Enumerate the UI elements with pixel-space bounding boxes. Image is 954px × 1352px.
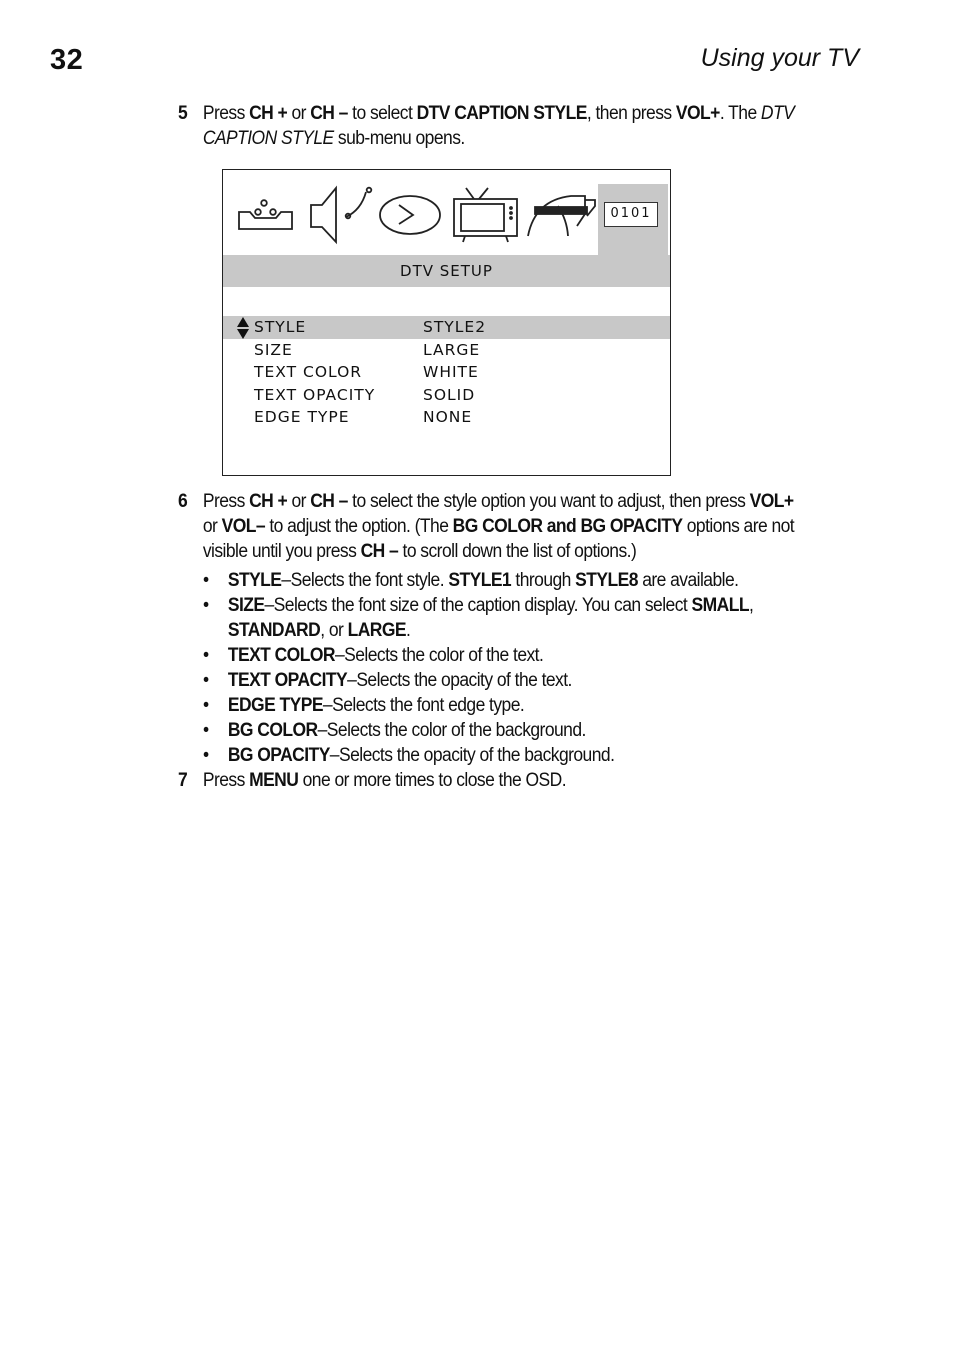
bold-term: SMALL bbox=[691, 595, 749, 616]
bullet-item bbox=[203, 743, 829, 768]
step-text bbox=[203, 101, 804, 151]
italic-term: DTV CAPTION STYLE bbox=[202, 103, 795, 149]
osd-row-size bbox=[223, 339, 670, 362]
text-run: –Selects the opacity of the text. bbox=[347, 670, 572, 691]
step-number: 7 bbox=[178, 770, 188, 791]
text-run: Press bbox=[202, 103, 250, 124]
bullet-item bbox=[203, 693, 829, 718]
page-number: 32 bbox=[50, 44, 84, 76]
bold-term: BG COLOR and BG OPACITY bbox=[452, 516, 683, 537]
step-number: 6 bbox=[178, 491, 188, 512]
bullet-item bbox=[203, 568, 829, 593]
text-run: to scroll down the list of options.) bbox=[398, 541, 637, 562]
bold-term: STANDARD bbox=[227, 620, 321, 641]
step-5 bbox=[178, 101, 804, 151]
osd-option-label: TEXT OPACITY bbox=[254, 385, 376, 404]
bold-term: LARGE bbox=[347, 620, 407, 641]
text-run: to select bbox=[347, 103, 417, 124]
option-bullet-list bbox=[203, 568, 829, 768]
picture-icon bbox=[239, 200, 292, 229]
bold-term: CH – bbox=[310, 491, 348, 512]
text-run: Press bbox=[202, 770, 250, 791]
text-run: . The bbox=[719, 103, 761, 124]
osd-row-style bbox=[223, 316, 670, 339]
text-run: –Selects the opacity of the background. bbox=[329, 745, 615, 766]
osd-row-edge-type bbox=[223, 406, 670, 429]
text-run: Press bbox=[202, 491, 250, 512]
text-run: are available. bbox=[637, 570, 739, 591]
osd-row-text-color bbox=[223, 361, 670, 384]
osd-option-value: NONE bbox=[423, 408, 473, 426]
bold-term: VOL+ bbox=[749, 491, 794, 512]
text-run: options are not visible until you press bbox=[202, 516, 795, 562]
bold-term: BG OPACITY bbox=[227, 745, 330, 766]
text-run: or bbox=[287, 491, 311, 512]
section-title: Using your TV bbox=[700, 44, 859, 72]
osd-channel-code: 0101 bbox=[604, 202, 658, 227]
text-run: –Selects the font style. bbox=[281, 570, 449, 591]
bold-term: DTV CAPTION STYLE bbox=[416, 103, 587, 124]
text-run: through bbox=[511, 570, 576, 591]
text-run: to select the style option you want to adjust, then press bbox=[347, 491, 750, 512]
text-run: , or bbox=[320, 620, 348, 641]
osd-option-list bbox=[223, 316, 670, 429]
bullet-dot-icon: • bbox=[203, 570, 209, 591]
osd-option-label: TEXT COLOR bbox=[254, 363, 363, 381]
osd-menu bbox=[222, 169, 671, 476]
bold-term: EDGE TYPE bbox=[227, 695, 323, 716]
osd-option-value: SOLID bbox=[423, 385, 476, 404]
bold-term: TEXT OPACITY bbox=[227, 670, 348, 691]
step-7 bbox=[178, 768, 804, 793]
osd-option-value: STYLE2 bbox=[423, 318, 487, 336]
step-text bbox=[203, 489, 804, 564]
up-down-arrow-icon bbox=[235, 316, 251, 340]
setup-icon bbox=[528, 196, 595, 236]
bold-term: TEXT COLOR bbox=[227, 645, 335, 666]
text-run: , bbox=[748, 595, 754, 616]
bullet-dot-icon: • bbox=[203, 645, 209, 666]
bold-term: CH – bbox=[360, 541, 399, 562]
bold-term: CH + bbox=[249, 491, 288, 512]
audio-icon bbox=[311, 188, 371, 242]
osd-row-text-opacity bbox=[223, 384, 670, 407]
text-run: –Selects the font size of the caption display. You can select bbox=[264, 595, 692, 616]
text-run: –Selects the font edge type. bbox=[322, 695, 525, 716]
text-run: –Selects the color of the background. bbox=[317, 720, 586, 741]
bold-term: VOL+ bbox=[675, 103, 720, 124]
osd-option-value: WHITE bbox=[423, 363, 479, 381]
bullet-dot-icon: • bbox=[203, 695, 209, 716]
bullet-dot-icon: • bbox=[203, 595, 209, 616]
osd-option-label: EDGE TYPE bbox=[254, 408, 350, 426]
tv-icon bbox=[454, 188, 517, 242]
osd-option-label: STYLE bbox=[254, 318, 307, 336]
bold-term: STYLE8 bbox=[575, 570, 638, 591]
text-run: or bbox=[202, 516, 222, 537]
step-text bbox=[203, 768, 804, 793]
bold-term: VOL– bbox=[221, 516, 266, 537]
bold-term: MENU bbox=[249, 770, 299, 791]
bold-term: STYLE1 bbox=[448, 570, 512, 591]
bold-term: CH + bbox=[249, 103, 288, 124]
bullet-dot-icon: • bbox=[203, 745, 209, 766]
step-6 bbox=[178, 489, 804, 564]
osd-title: DTV SETUP bbox=[223, 255, 670, 287]
bold-term: CH – bbox=[310, 103, 348, 124]
step-number: 5 bbox=[178, 103, 188, 124]
clock-icon bbox=[380, 196, 440, 234]
bullet-item bbox=[203, 718, 829, 743]
bold-term: SIZE bbox=[227, 595, 265, 616]
bold-term: STYLE bbox=[227, 570, 282, 591]
bold-term: BG COLOR bbox=[227, 720, 318, 741]
text-run: . bbox=[406, 620, 411, 641]
text-run: one or more times to close the OSD. bbox=[298, 770, 567, 791]
osd-option-value: LARGE bbox=[423, 340, 481, 359]
text-run: to adjust the option. (The bbox=[265, 516, 453, 537]
bullet-item bbox=[203, 643, 829, 668]
bullet-item bbox=[203, 593, 829, 643]
bullet-dot-icon: • bbox=[203, 720, 209, 741]
text-run: , then press bbox=[586, 103, 676, 124]
text-run: –Selects the color of the text. bbox=[334, 645, 544, 666]
text-run: or bbox=[287, 103, 311, 124]
text-run: sub-menu opens. bbox=[333, 128, 465, 149]
bullet-item bbox=[203, 668, 829, 693]
bullet-dot-icon: • bbox=[203, 670, 209, 691]
osd-option-label: SIZE bbox=[254, 340, 293, 359]
